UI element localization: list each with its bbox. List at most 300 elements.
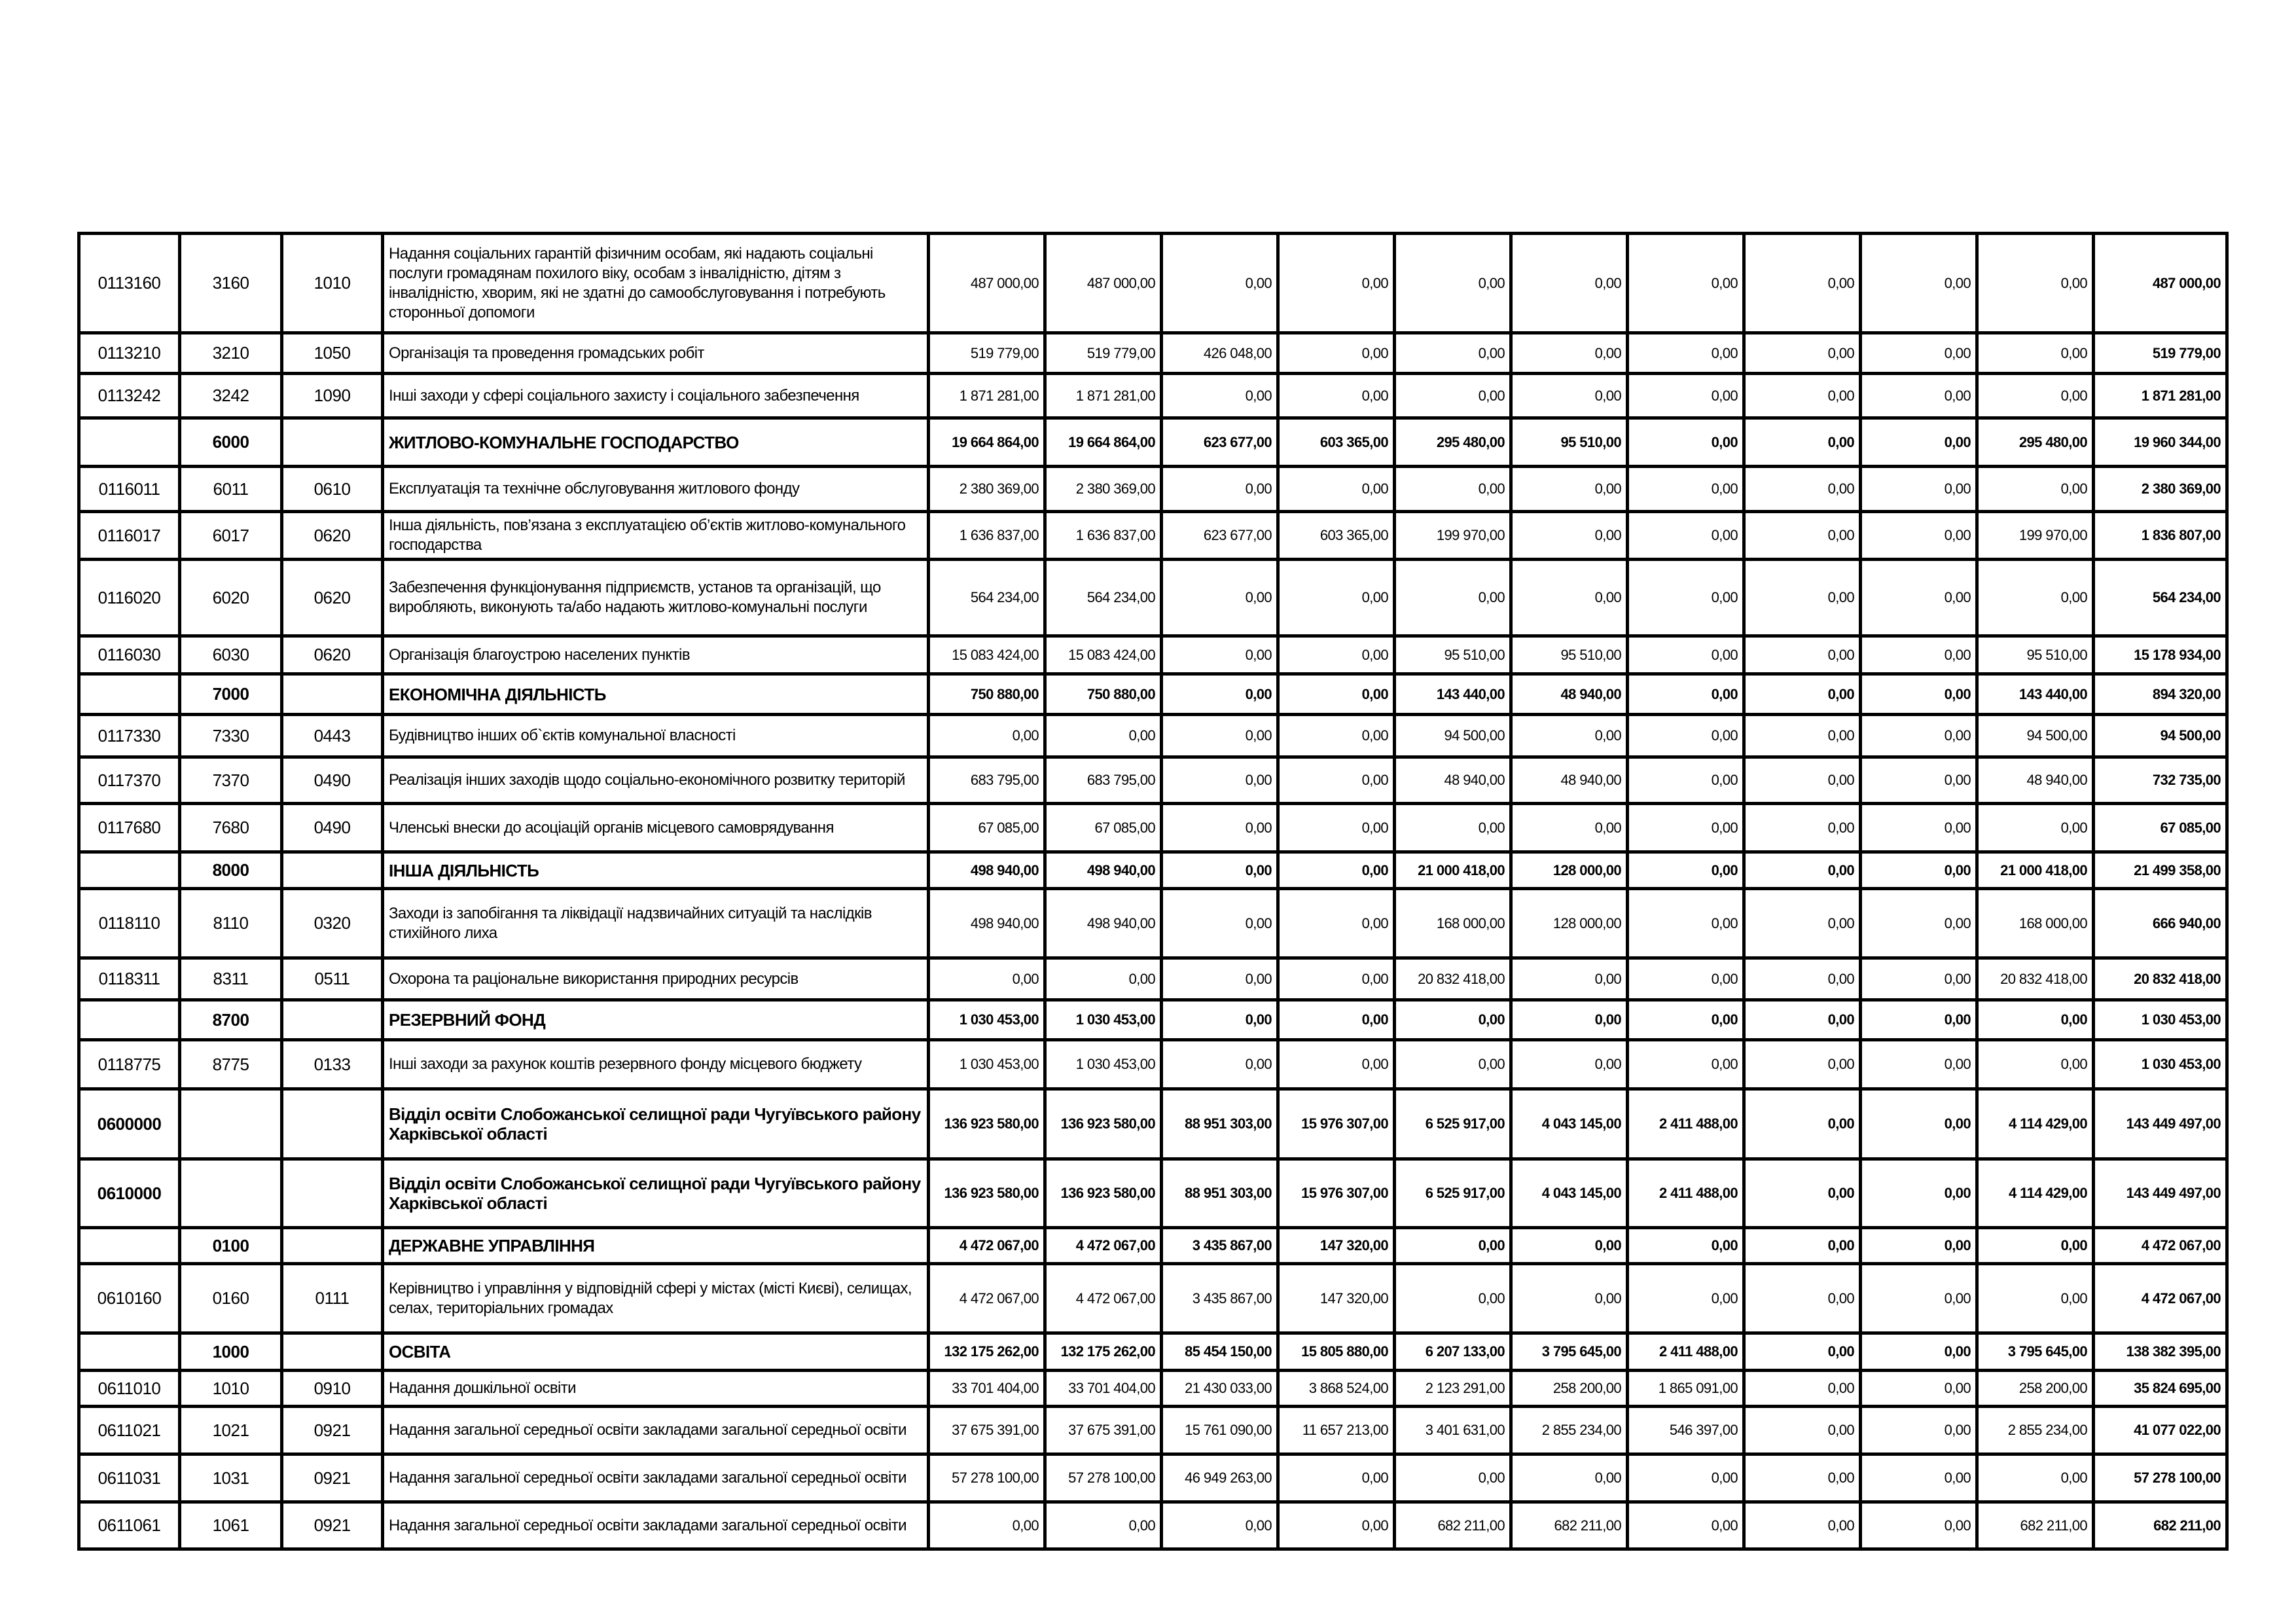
amount-cell: 0,00 (1861, 636, 1977, 674)
code-typical-cell: 3160 (180, 234, 282, 333)
amount-cell: 0,00 (1744, 715, 1861, 757)
amount-cell: 0,00 (1278, 234, 1395, 333)
amount-cell: 67 085,00 (929, 804, 1045, 852)
amount-cell: 0,00 (1511, 1040, 1628, 1089)
table-row (79, 852, 2227, 889)
amount-cell: 0,00 (1744, 418, 1861, 467)
amount-total-cell: 20 832 418,00 (2094, 958, 2227, 1000)
amount-cell: 0,00 (1861, 1228, 1977, 1264)
amount-cell: 0,00 (1162, 715, 1278, 757)
code-functional-cell: 0443 (282, 715, 383, 757)
amount-cell: 623 677,00 (1162, 418, 1278, 467)
amount-cell: 0,00 (1162, 467, 1278, 512)
amount-cell: 295 480,00 (1395, 418, 1511, 467)
amount-cell: 0,00 (1861, 1264, 1977, 1333)
description-cell: Реалізація інших заходів щодо соціально-економічного розвитку територій (383, 757, 929, 804)
amount-cell: 88 951 303,00 (1162, 1159, 1278, 1228)
amount-cell: 1 030 453,00 (1045, 1040, 1162, 1089)
amount-cell: 0,00 (1628, 333, 1744, 374)
amount-cell: 4 472 067,00 (1045, 1264, 1162, 1333)
code-functional-cell: 0620 (282, 512, 383, 560)
table-row (79, 715, 2227, 757)
amount-cell: 2 855 234,00 (1511, 1407, 1628, 1454)
amount-cell: 15 083 424,00 (929, 636, 1045, 674)
amount-cell: 0,00 (1278, 560, 1395, 636)
code-typical-cell: 0100 (180, 1228, 282, 1264)
code-functional-cell (282, 1089, 383, 1159)
amount-cell: 0,00 (1744, 958, 1861, 1000)
code-typical-cell: 3242 (180, 374, 282, 418)
amount-cell: 0,00 (1861, 852, 1977, 889)
amount-total-cell: 41 077 022,00 (2094, 1407, 2227, 1454)
code-typical-cell: 8110 (180, 889, 282, 958)
amount-cell: 136 923 580,00 (929, 1089, 1045, 1159)
code-program-cell (79, 674, 180, 715)
amount-cell: 0,00 (1278, 1502, 1395, 1549)
code-program-cell (79, 1333, 180, 1371)
amount-total-cell: 35 824 695,00 (2094, 1371, 2227, 1407)
amount-cell: 0,00 (1395, 1454, 1511, 1502)
amount-cell: 0,00 (1744, 467, 1861, 512)
code-typical-cell: 7330 (180, 715, 282, 757)
amount-cell: 0,00 (1861, 234, 1977, 333)
amount-cell: 33 701 404,00 (929, 1371, 1045, 1407)
amount-cell: 136 923 580,00 (1045, 1159, 1162, 1228)
amount-cell: 147 320,00 (1278, 1264, 1395, 1333)
amount-cell: 46 949 263,00 (1162, 1454, 1278, 1502)
code-typical-cell: 7680 (180, 804, 282, 852)
amount-cell: 0,00 (1744, 804, 1861, 852)
amount-cell: 0,00 (1861, 1407, 1977, 1454)
amount-cell: 1 030 453,00 (929, 1000, 1045, 1040)
amount-cell: 0,00 (1861, 1089, 1977, 1159)
amount-cell: 1 030 453,00 (1045, 1000, 1162, 1040)
amount-cell: 132 175 262,00 (929, 1333, 1045, 1371)
amount-cell: 0,00 (1395, 234, 1511, 333)
amount-cell: 0,00 (1977, 1000, 2094, 1040)
amount-cell: 88 951 303,00 (1162, 1089, 1278, 1159)
amount-cell: 136 923 580,00 (1045, 1089, 1162, 1159)
budget-table (77, 232, 2229, 1551)
amount-cell: 0,00 (1744, 560, 1861, 636)
amount-cell: 0,00 (1861, 1040, 1977, 1089)
amount-cell: 295 480,00 (1977, 418, 2094, 467)
budget-table-body (79, 234, 2227, 1549)
amount-cell: 0,00 (1744, 333, 1861, 374)
amount-cell: 0,00 (1861, 1454, 1977, 1502)
description-cell: Експлуатація та технічне обслуговування житлового фонду (383, 467, 929, 512)
code-functional-cell: 0620 (282, 636, 383, 674)
amount-cell: 519 779,00 (1045, 333, 1162, 374)
table-row (79, 1089, 2227, 1159)
code-typical-cell: 8000 (180, 852, 282, 889)
amount-cell: 0,00 (1162, 889, 1278, 958)
code-program-cell: 0113210 (79, 333, 180, 374)
code-typical-cell: 8775 (180, 1040, 282, 1089)
amount-cell: 0,00 (1628, 560, 1744, 636)
amount-cell: 498 940,00 (929, 889, 1045, 958)
code-program-cell (79, 1228, 180, 1264)
amount-cell: 0,00 (1278, 333, 1395, 374)
amount-cell: 19 664 864,00 (1045, 418, 1162, 467)
amount-cell: 0,00 (1744, 1159, 1861, 1228)
description-cell: ДЕРЖАВНЕ УПРАВЛІННЯ (383, 1228, 929, 1264)
amount-cell: 6 525 917,00 (1395, 1089, 1511, 1159)
amount-cell: 15 805 880,00 (1278, 1333, 1395, 1371)
amount-cell: 0,00 (1278, 674, 1395, 715)
amount-cell: 199 970,00 (1977, 512, 2094, 560)
amount-cell: 0,00 (1628, 715, 1744, 757)
amount-cell: 37 675 391,00 (1045, 1407, 1162, 1454)
description-cell: РЕЗЕРВНИЙ ФОНД (383, 1000, 929, 1040)
code-functional-cell: 0921 (282, 1454, 383, 1502)
amount-total-cell: 894 320,00 (2094, 674, 2227, 715)
code-program-cell: 0611061 (79, 1502, 180, 1549)
code-functional-cell (282, 674, 383, 715)
amount-cell: 4 472 067,00 (929, 1228, 1045, 1264)
amount-cell: 0,00 (1861, 889, 1977, 958)
amount-cell: 168 000,00 (1977, 889, 2094, 958)
description-cell: Надання загальної середньої освіти закладами загальної середньої освіти (383, 1454, 929, 1502)
code-program-cell: 0611010 (79, 1371, 180, 1407)
code-functional-cell: 0490 (282, 757, 383, 804)
amount-total-cell: 732 735,00 (2094, 757, 2227, 804)
amount-cell: 0,00 (1278, 636, 1395, 674)
description-cell: Організація та проведення громадських робіт (383, 333, 929, 374)
table-row (79, 1228, 2227, 1264)
table-row (79, 1371, 2227, 1407)
amount-cell: 0,00 (1977, 333, 2094, 374)
amount-cell: 15 976 307,00 (1278, 1159, 1395, 1228)
amount-cell: 0,00 (1977, 1040, 2094, 1089)
amount-cell: 0,00 (1162, 757, 1278, 804)
code-typical-cell: 6017 (180, 512, 282, 560)
amount-cell: 0,00 (1977, 374, 2094, 418)
amount-cell: 0,00 (1977, 804, 2094, 852)
amount-cell: 0,00 (1744, 1407, 1861, 1454)
amount-cell: 0,00 (1162, 804, 1278, 852)
amount-total-cell: 138 382 395,00 (2094, 1333, 2227, 1371)
amount-cell: 0,00 (1395, 1000, 1511, 1040)
code-program-cell: 0118311 (79, 958, 180, 1000)
amount-cell: 21 000 418,00 (1395, 852, 1511, 889)
description-cell: Відділ освіти Слобожанської селищної ради Чугуївського району Харківської області (383, 1159, 929, 1228)
amount-cell: 0,00 (1395, 804, 1511, 852)
amount-cell: 498 940,00 (1045, 889, 1162, 958)
amount-cell: 128 000,00 (1511, 889, 1628, 958)
amount-total-cell: 1 030 453,00 (2094, 1000, 2227, 1040)
amount-cell: 2 411 488,00 (1628, 1333, 1744, 1371)
code-program-cell (79, 852, 180, 889)
amount-cell: 0,00 (1395, 333, 1511, 374)
table-row (79, 674, 2227, 715)
description-cell: Організація благоустрою населених пунктів (383, 636, 929, 674)
amount-cell: 0,00 (1977, 1228, 2094, 1264)
amount-cell: 0,00 (1511, 1454, 1628, 1502)
code-program-cell: 0116020 (79, 560, 180, 636)
amount-total-cell: 57 278 100,00 (2094, 1454, 2227, 1502)
amount-cell: 564 234,00 (1045, 560, 1162, 636)
amount-cell: 0,00 (1977, 560, 2094, 636)
description-cell: ЕКОНОМІЧНА ДІЯЛЬНІСТЬ (383, 674, 929, 715)
amount-cell: 0,00 (1511, 374, 1628, 418)
amount-cell: 15 083 424,00 (1045, 636, 1162, 674)
amount-cell: 0,00 (1162, 1040, 1278, 1089)
amount-cell: 4 114 429,00 (1977, 1089, 2094, 1159)
amount-cell: 0,00 (1744, 1228, 1861, 1264)
description-cell: Заходи із запобігання та ліквідації надзвичайних ситуацій та наслідків стихійного лиха (383, 889, 929, 958)
amount-cell: 0,00 (1977, 467, 2094, 512)
amount-cell: 0,00 (1278, 757, 1395, 804)
amount-cell: 3 435 867,00 (1162, 1264, 1278, 1333)
amount-cell: 0,00 (1628, 889, 1744, 958)
amount-cell: 95 510,00 (1977, 636, 2094, 674)
amount-cell: 6 525 917,00 (1395, 1159, 1511, 1228)
code-functional-cell: 0610 (282, 467, 383, 512)
amount-cell: 0,00 (1861, 958, 1977, 1000)
amount-cell: 258 200,00 (1977, 1371, 2094, 1407)
table-row (79, 560, 2227, 636)
amount-cell: 6 207 133,00 (1395, 1333, 1511, 1371)
code-functional-cell: 0490 (282, 804, 383, 852)
amount-cell: 0,00 (1628, 1040, 1744, 1089)
amount-cell: 0,00 (1744, 636, 1861, 674)
amount-cell: 0,00 (1744, 1264, 1861, 1333)
amount-total-cell: 19 960 344,00 (2094, 418, 2227, 467)
amount-total-cell: 1 030 453,00 (2094, 1040, 2227, 1089)
amount-cell: 0,00 (1861, 1333, 1977, 1371)
amount-total-cell: 682 211,00 (2094, 1502, 2227, 1549)
code-program-cell: 0610000 (79, 1159, 180, 1228)
table-row (79, 636, 2227, 674)
table-row (79, 374, 2227, 418)
code-functional-cell: 0111 (282, 1264, 383, 1333)
amount-cell: 57 278 100,00 (929, 1454, 1045, 1502)
amount-cell: 2 380 369,00 (929, 467, 1045, 512)
amount-cell: 0,00 (1861, 467, 1977, 512)
table-row (79, 512, 2227, 560)
amount-cell: 0,00 (1162, 234, 1278, 333)
code-functional-cell: 0921 (282, 1407, 383, 1454)
code-program-cell: 0116011 (79, 467, 180, 512)
amount-cell: 4 043 145,00 (1511, 1159, 1628, 1228)
code-typical-cell: 0160 (180, 1264, 282, 1333)
code-functional-cell: 0921 (282, 1502, 383, 1549)
amount-cell: 147 320,00 (1278, 1228, 1395, 1264)
amount-cell: 0,00 (1628, 467, 1744, 512)
description-cell: Охорона та раціональне використання природних ресурсів (383, 958, 929, 1000)
code-program-cell (79, 418, 180, 467)
table-row (79, 418, 2227, 467)
code-functional-cell: 1010 (282, 234, 383, 333)
amount-cell: 143 440,00 (1395, 674, 1511, 715)
amount-cell: 128 000,00 (1511, 852, 1628, 889)
amount-cell: 3 401 631,00 (1395, 1407, 1511, 1454)
description-cell: ЖИТЛОВО-КОМУНАЛЬНЕ ГОСПОДАРСТВО (383, 418, 929, 467)
amount-cell: 15 761 090,00 (1162, 1407, 1278, 1454)
amount-cell: 0,00 (1278, 1000, 1395, 1040)
code-functional-cell: 0133 (282, 1040, 383, 1089)
amount-total-cell: 143 449 497,00 (2094, 1159, 2227, 1228)
code-program-cell: 0116017 (79, 512, 180, 560)
amount-cell: 0,00 (1744, 1371, 1861, 1407)
amount-cell: 519 779,00 (929, 333, 1045, 374)
amount-cell: 4 114 429,00 (1977, 1159, 2094, 1228)
amount-cell: 0,00 (1395, 1228, 1511, 1264)
amount-cell: 0,00 (1395, 1040, 1511, 1089)
amount-cell: 0,00 (1162, 1502, 1278, 1549)
code-typical-cell: 8311 (180, 958, 282, 1000)
code-functional-cell (282, 1228, 383, 1264)
amount-cell: 3 868 524,00 (1278, 1371, 1395, 1407)
amount-total-cell: 4 472 067,00 (2094, 1264, 2227, 1333)
amount-cell: 0,00 (1977, 1454, 2094, 1502)
amount-total-cell: 143 449 497,00 (2094, 1089, 2227, 1159)
amount-cell: 33 701 404,00 (1045, 1371, 1162, 1407)
document-sheet (77, 232, 2229, 1551)
amount-cell: 199 970,00 (1395, 512, 1511, 560)
amount-cell: 0,00 (929, 1502, 1045, 1549)
code-typical-cell: 1031 (180, 1454, 282, 1502)
code-program-cell: 0610160 (79, 1264, 180, 1333)
amount-cell: 0,00 (1861, 674, 1977, 715)
table-row (79, 467, 2227, 512)
amount-cell: 258 200,00 (1511, 1371, 1628, 1407)
amount-cell: 4 043 145,00 (1511, 1089, 1628, 1159)
code-program-cell: 0118775 (79, 1040, 180, 1089)
amount-cell: 0,00 (1511, 1264, 1628, 1333)
amount-cell: 0,00 (1511, 1228, 1628, 1264)
description-cell: ОСВІТА (383, 1333, 929, 1371)
code-functional-cell: 1090 (282, 374, 383, 418)
amount-cell: 0,00 (1045, 958, 1162, 1000)
code-typical-cell: 6030 (180, 636, 282, 674)
amount-cell: 682 211,00 (1395, 1502, 1511, 1549)
amount-total-cell: 15 178 934,00 (2094, 636, 2227, 674)
amount-cell: 0,00 (1511, 234, 1628, 333)
amount-cell: 143 440,00 (1977, 674, 2094, 715)
amount-cell: 48 940,00 (1977, 757, 2094, 804)
table-row (79, 1040, 2227, 1089)
amount-cell: 0,00 (1628, 804, 1744, 852)
table-row (79, 757, 2227, 804)
amount-cell: 426 048,00 (1162, 333, 1278, 374)
amount-cell: 0,00 (1744, 1040, 1861, 1089)
amount-cell: 0,00 (1045, 715, 1162, 757)
code-functional-cell (282, 1159, 383, 1228)
code-program-cell: 0600000 (79, 1089, 180, 1159)
table-row (79, 1407, 2227, 1454)
amount-cell: 0,00 (1628, 757, 1744, 804)
amount-cell: 0,00 (1744, 1089, 1861, 1159)
code-typical-cell: 6000 (180, 418, 282, 467)
amount-cell: 0,00 (1511, 1000, 1628, 1040)
code-program-cell: 0611021 (79, 1407, 180, 1454)
amount-cell: 20 832 418,00 (1977, 958, 2094, 1000)
amount-cell: 0,00 (1861, 560, 1977, 636)
amount-cell: 603 365,00 (1278, 418, 1395, 467)
description-cell: Членські внески до асоціацій органів місцевого самоврядування (383, 804, 929, 852)
table-row (79, 804, 2227, 852)
code-program-cell: 0117330 (79, 715, 180, 757)
code-typical-cell: 1021 (180, 1407, 282, 1454)
amount-cell: 564 234,00 (929, 560, 1045, 636)
code-program-cell: 0611031 (79, 1454, 180, 1502)
amount-cell: 0,00 (1861, 804, 1977, 852)
amount-total-cell: 1 836 807,00 (2094, 512, 2227, 560)
code-typical-cell: 8700 (180, 1000, 282, 1040)
amount-total-cell: 666 940,00 (2094, 889, 2227, 958)
amount-cell: 0,00 (1744, 374, 1861, 418)
amount-cell: 0,00 (1628, 674, 1744, 715)
code-program-cell: 0117370 (79, 757, 180, 804)
amount-cell: 95 510,00 (1395, 636, 1511, 674)
amount-cell: 0,00 (1278, 889, 1395, 958)
amount-cell: 0,00 (1628, 234, 1744, 333)
amount-cell: 1 865 091,00 (1628, 1371, 1744, 1407)
amount-cell: 0,00 (1162, 958, 1278, 1000)
amount-cell: 0,00 (1278, 467, 1395, 512)
amount-cell: 0,00 (1278, 1040, 1395, 1089)
amount-cell: 57 278 100,00 (1045, 1454, 1162, 1502)
amount-cell: 0,00 (1628, 512, 1744, 560)
code-functional-cell (282, 1333, 383, 1371)
amount-cell: 21 430 033,00 (1162, 1371, 1278, 1407)
amount-total-cell: 487 000,00 (2094, 234, 2227, 333)
amount-cell: 0,00 (1628, 418, 1744, 467)
amount-cell: 3 795 645,00 (1977, 1333, 2094, 1371)
description-cell: Надання дошкільної освіти (383, 1371, 929, 1407)
code-functional-cell: 0910 (282, 1371, 383, 1407)
amount-cell: 0,00 (1162, 636, 1278, 674)
amount-cell: 0,00 (1744, 889, 1861, 958)
amount-cell: 0,00 (1395, 467, 1511, 512)
amount-cell: 2 380 369,00 (1045, 467, 1162, 512)
amount-cell: 0,00 (929, 715, 1045, 757)
amount-cell: 0,00 (1744, 852, 1861, 889)
description-cell: Керівництво і управління у відповідній сфері у містах (місті Києві), селищах, селах, територіальних громадах (383, 1264, 929, 1333)
amount-cell: 2 411 488,00 (1628, 1159, 1744, 1228)
amount-cell: 0,00 (1861, 418, 1977, 467)
amount-total-cell: 519 779,00 (2094, 333, 2227, 374)
amount-cell: 0,00 (1045, 1502, 1162, 1549)
description-cell: Інші заходи у сфері соціального захисту і соціального забезпечення (383, 374, 929, 418)
amount-cell: 0,00 (1395, 560, 1511, 636)
amount-cell: 0,00 (1511, 467, 1628, 512)
amount-cell: 487 000,00 (929, 234, 1045, 333)
amount-cell: 0,00 (1861, 374, 1977, 418)
amount-cell: 0,00 (1744, 234, 1861, 333)
amount-cell: 0,00 (1278, 852, 1395, 889)
amount-cell: 1 871 281,00 (929, 374, 1045, 418)
amount-cell: 15 976 307,00 (1278, 1089, 1395, 1159)
table-row (79, 1502, 2227, 1549)
amount-cell: 0,00 (1977, 234, 2094, 333)
amount-cell: 4 472 067,00 (1045, 1228, 1162, 1264)
amount-cell: 95 510,00 (1511, 418, 1628, 467)
table-row (79, 1454, 2227, 1502)
code-typical-cell: 3210 (180, 333, 282, 374)
code-program-cell: 0118110 (79, 889, 180, 958)
amount-cell: 48 940,00 (1511, 757, 1628, 804)
amount-cell: 0,00 (1744, 1000, 1861, 1040)
amount-cell: 546 397,00 (1628, 1407, 1744, 1454)
amount-cell: 0,00 (1162, 852, 1278, 889)
amount-cell: 0,00 (1861, 512, 1977, 560)
amount-cell: 0,00 (1278, 1454, 1395, 1502)
amount-cell: 750 880,00 (929, 674, 1045, 715)
amount-cell: 487 000,00 (1045, 234, 1162, 333)
